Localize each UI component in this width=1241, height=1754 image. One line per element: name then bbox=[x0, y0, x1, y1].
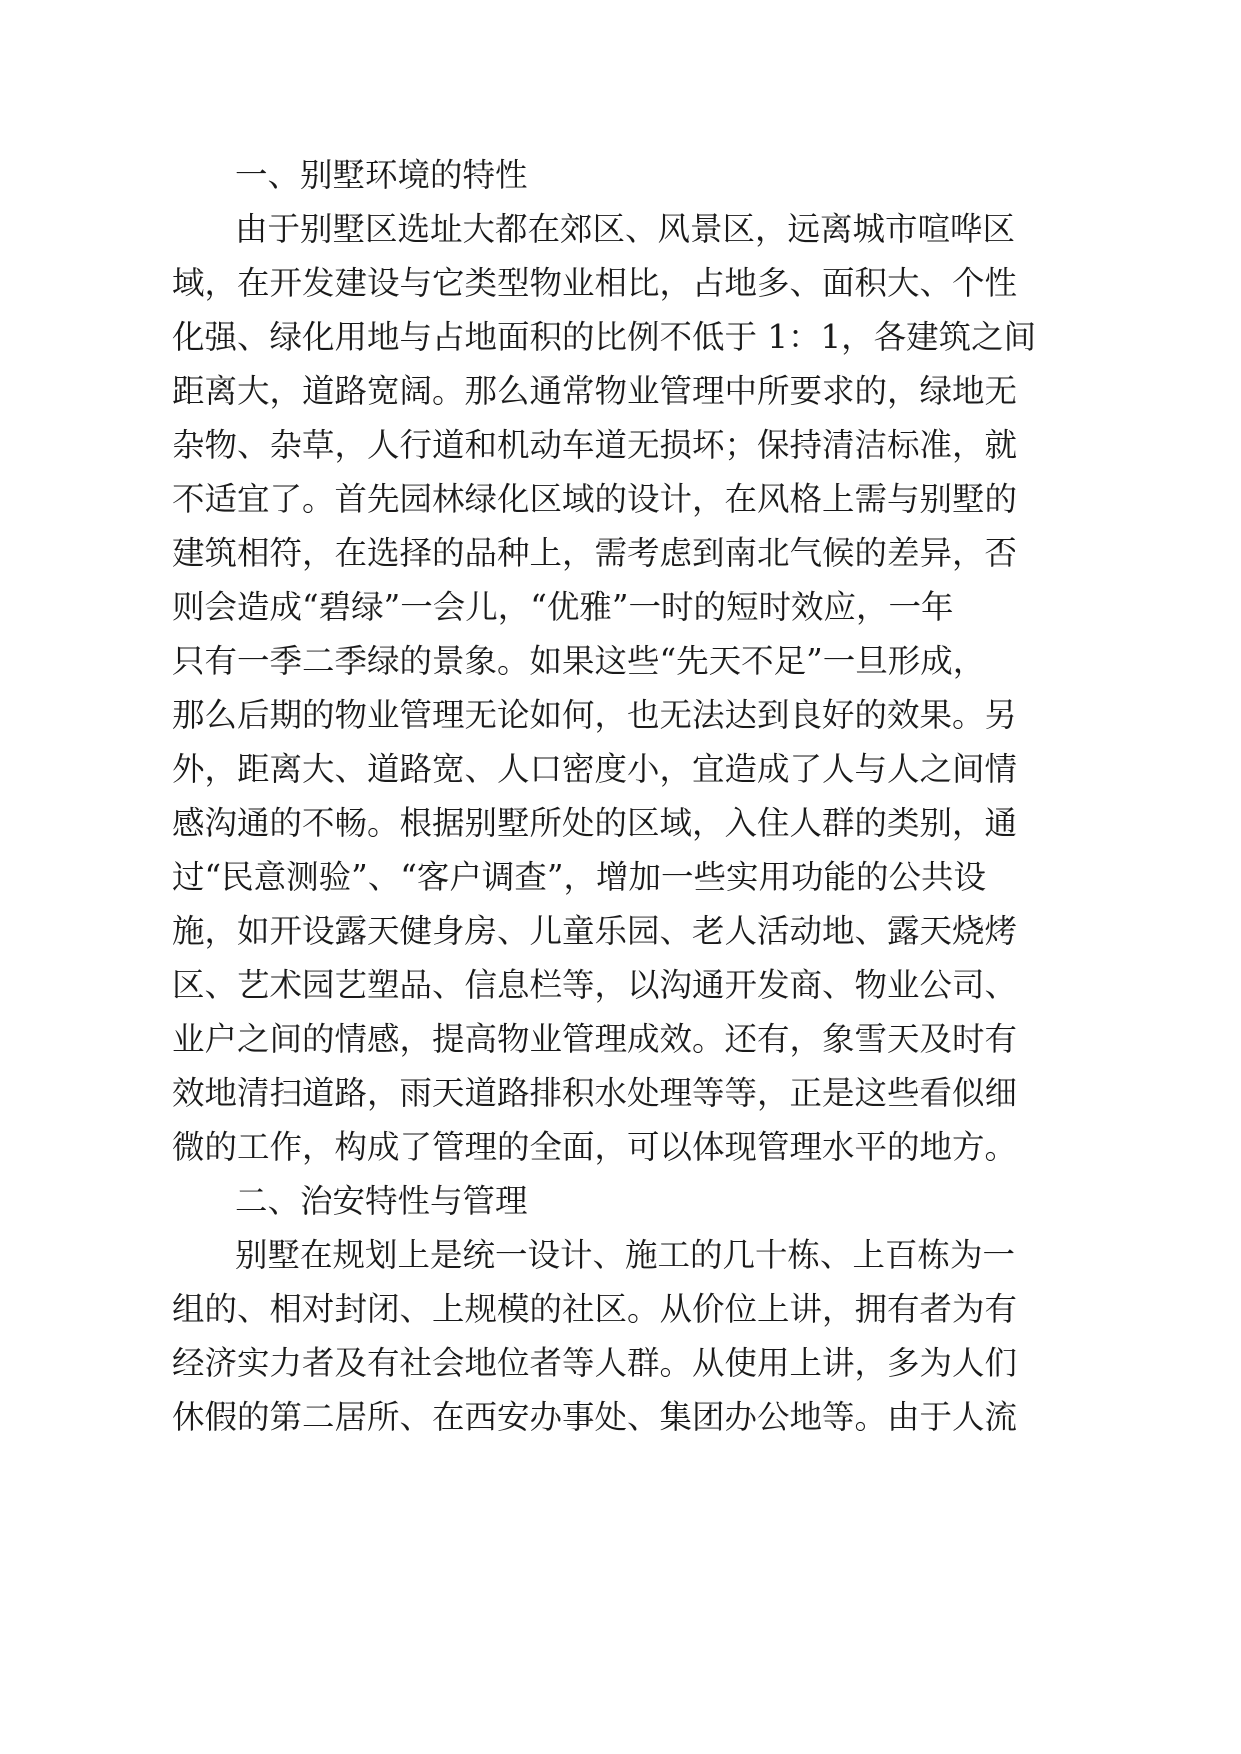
paragraph-line: 过“民意测验”、“客户调查”，增加一些实用功能的公共设 bbox=[172, 858, 986, 896]
paragraph-line: 微的工作，构成了管理的全面，可以体现管理水平的地方。 bbox=[172, 1128, 1018, 1166]
paragraph-line: 外，距离大、道路宽、人口密度小，宜造成了人与人之间情 bbox=[172, 750, 1018, 788]
paragraph-line: 区、艺术园艺塑品、信息栏等，以沟通开发商、物业公司、 bbox=[172, 966, 1018, 1004]
paragraph-line: 经济实力者及有社会地位者等人群。从使用上讲，多为人们 bbox=[172, 1344, 1018, 1382]
paragraph-line: 效地清扫道路，雨天道路排积水处理等等，正是这些看似细 bbox=[172, 1074, 1018, 1112]
paragraph-line: 施，如开设露天健身房、儿童乐园、老人活动地、露天烧烤 bbox=[172, 912, 1018, 950]
paragraph-line: 别墅在规划上是统一设计、施工的几十栋、上百栋为一 bbox=[235, 1236, 1016, 1274]
paragraph-line: 由于别墅区选址大都在郊区、风景区，远离城市喧哗区 bbox=[235, 210, 1016, 248]
paragraph-line: 距离大，道路宽阔。那么通常物业管理中所要求的，绿地无 bbox=[172, 372, 1018, 410]
paragraph-line: 休假的第二居所、在西安办事处、集团办公地等。由于人流 bbox=[172, 1398, 1018, 1436]
paragraph-line: 业户之间的情感，提高物业管理成效。还有，象雪天及时有 bbox=[172, 1020, 1018, 1058]
section-heading: 一、别墅环境的特性 bbox=[235, 156, 528, 194]
paragraph-line: 则会造成“碧绿”一会儿，“优雅”一时的短时效应，一年 bbox=[172, 588, 954, 626]
section-heading: 二、治安特性与管理 bbox=[235, 1182, 528, 1220]
paragraph-line: 域，在开发建设与它类型物业相比，占地多、面积大、个性 bbox=[172, 264, 1018, 302]
paragraph-line: 感沟通的不畅。根据别墅所处的区域，入住人群的类别，通 bbox=[172, 804, 1018, 842]
paragraph-line: 杂物、杂草，人行道和机动车道无损坏；保持清洁标准，就 bbox=[172, 426, 1018, 464]
paragraph-line: 那么后期的物业管理无论如何，也无法达到良好的效果。另 bbox=[172, 696, 1018, 734]
paragraph-line: 只有一季二季绿的景象。如果这些“先天不足”一旦形成， bbox=[172, 642, 986, 680]
paragraph-line: 组的、相对封闭、上规模的社区。从价位上讲，拥有者为有 bbox=[172, 1290, 1018, 1328]
paragraph-line: 建筑相符，在选择的品种上，需考虑到南北气候的差异，否 bbox=[172, 534, 1018, 572]
paragraph-line: 化强、绿化用地与占地面积的比例不低于 1：1，各建筑之间 bbox=[172, 318, 1037, 356]
paragraph-line: 不适宜了。首先园林绿化区域的设计，在风格上需与别墅的 bbox=[172, 480, 1018, 518]
